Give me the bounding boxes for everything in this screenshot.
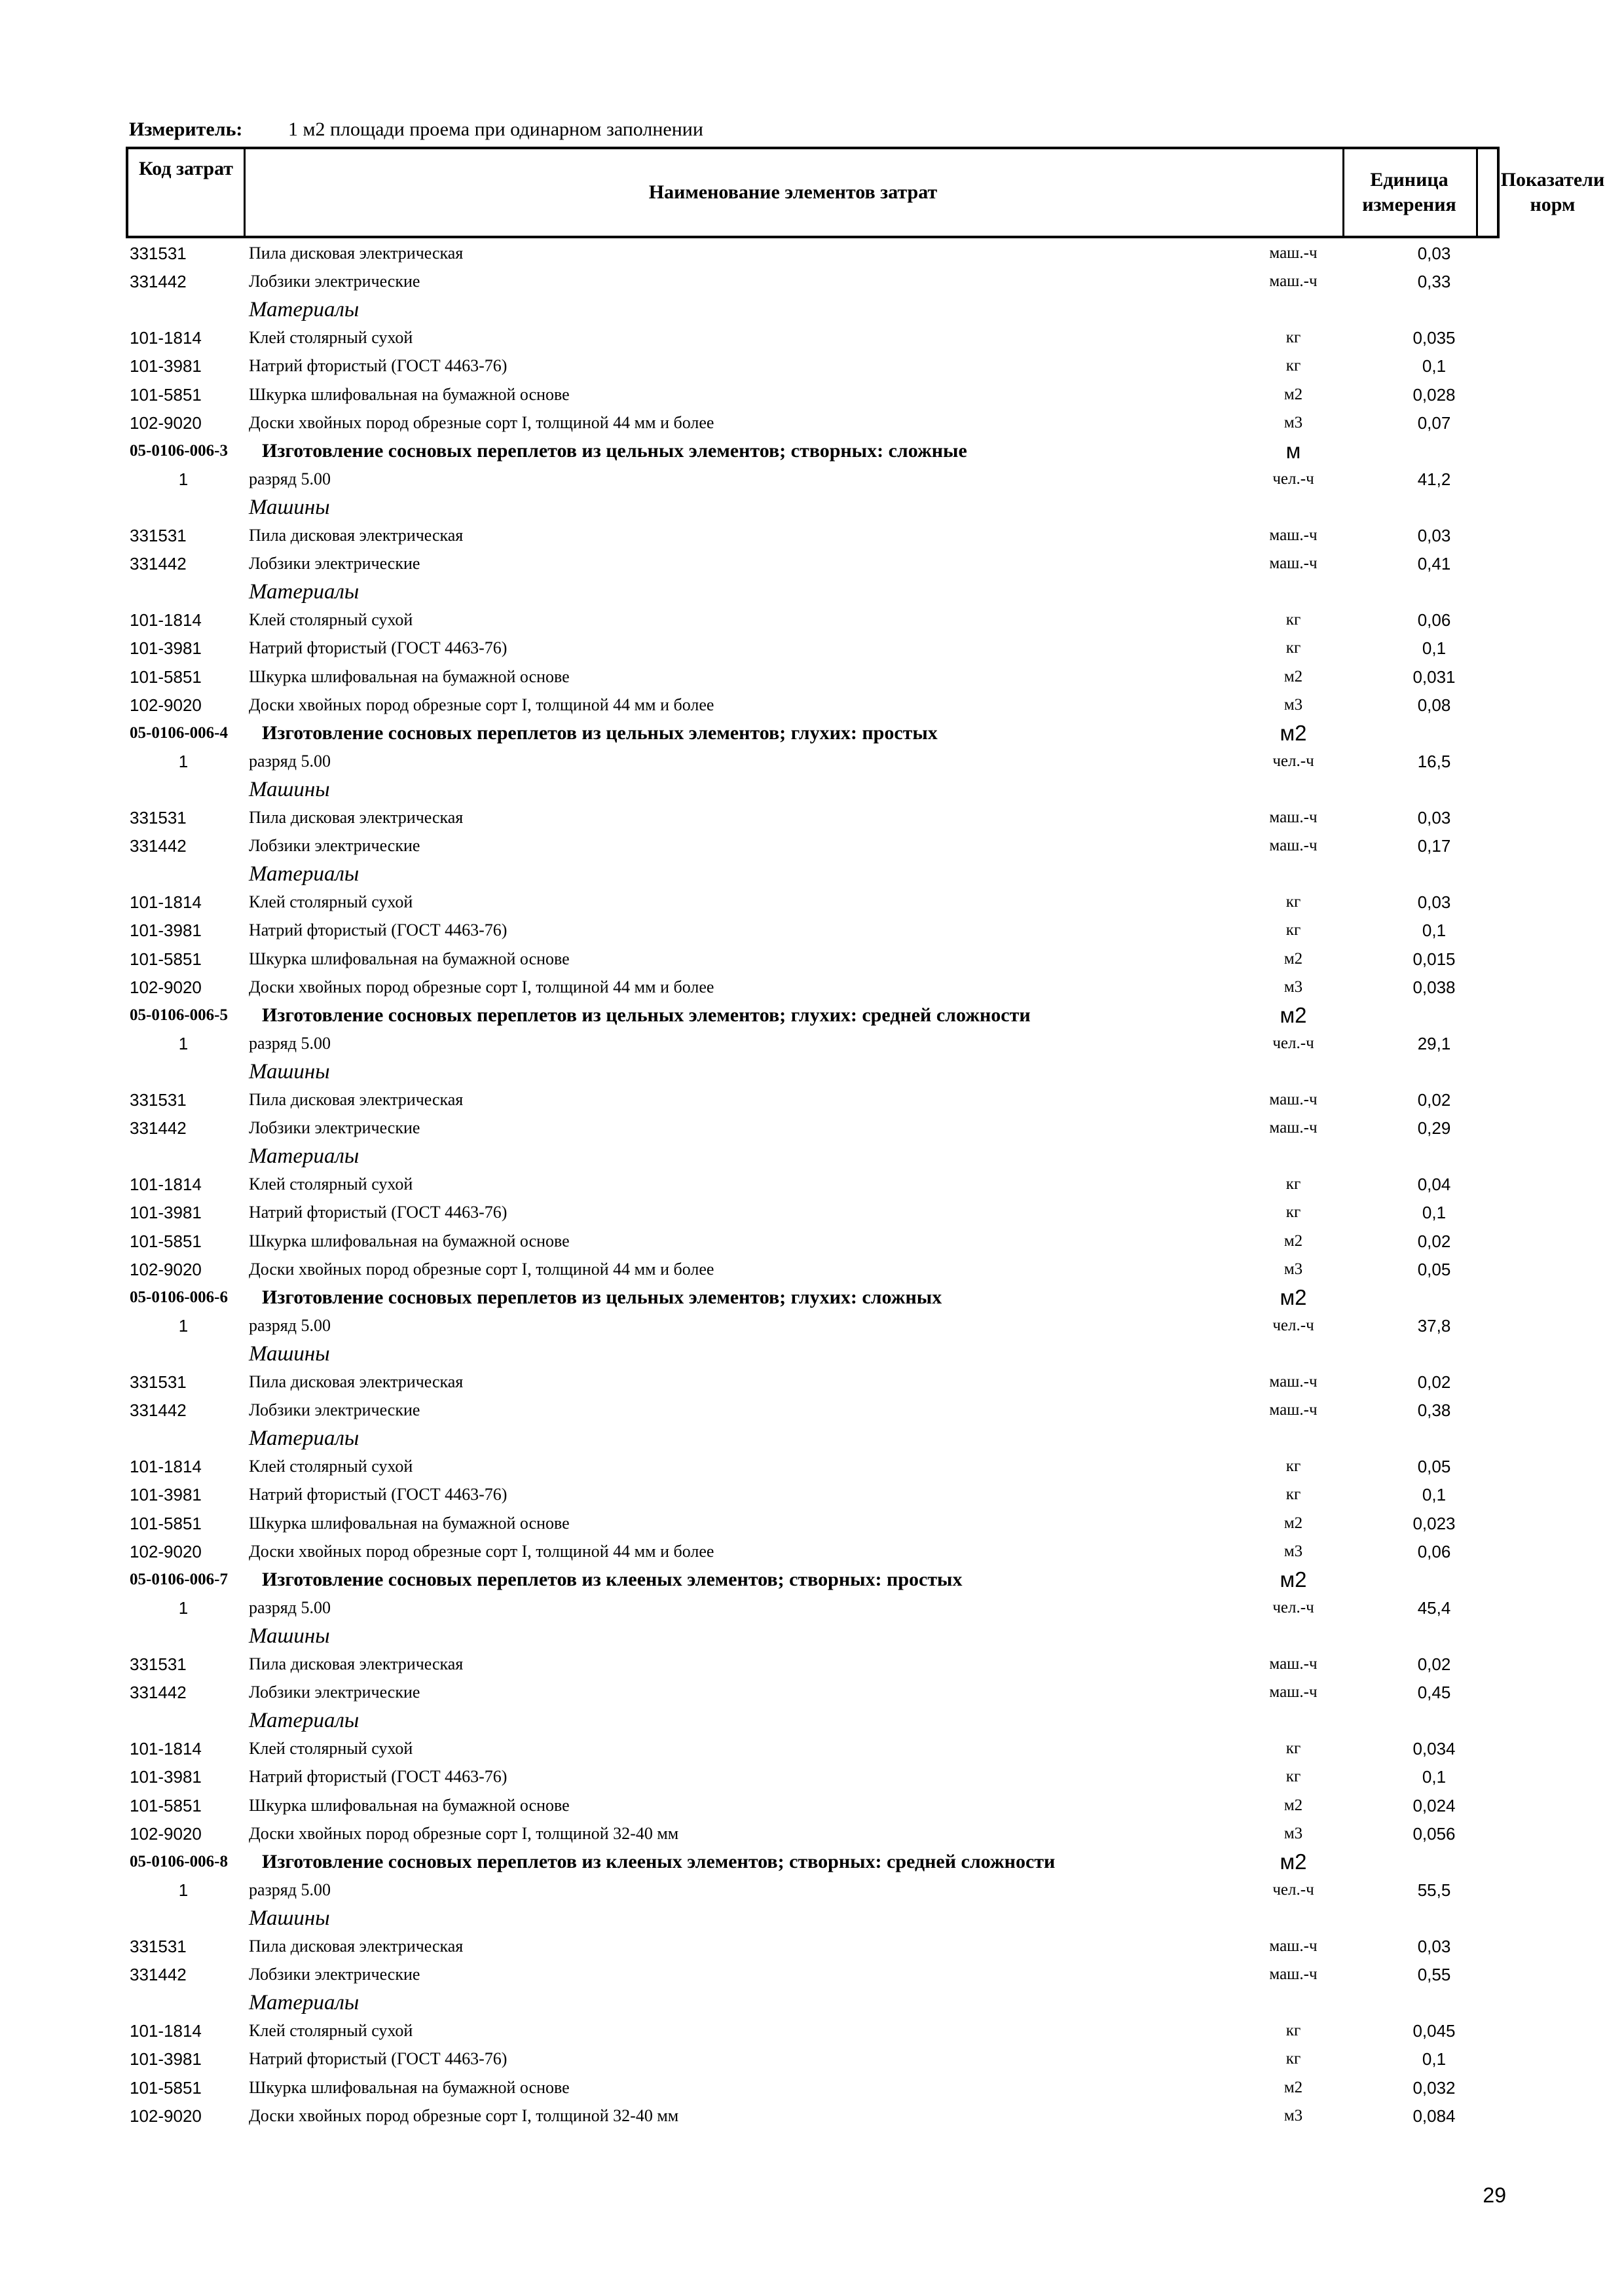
unit-cell: м2	[1283, 1232, 1303, 1250]
name-cell: Шкурка шлифовальная на бумажной основе	[249, 385, 570, 404]
group-label-row	[0, 296, 1624, 323]
name-cell: Лобзики электрические	[249, 836, 420, 855]
norm-value-cell: 0,084	[1412, 2106, 1456, 2126]
name-cell: Пила дисковая электрическая	[249, 1372, 464, 1391]
norm-value-cell: 0,035	[1412, 328, 1456, 348]
unit-cell: м2	[1280, 721, 1307, 745]
norm-value-cell: 0,55	[1417, 1965, 1451, 1984]
labor-row	[0, 1312, 1624, 1339]
name-cell: Клей столярный сухой	[249, 892, 413, 911]
table-row	[0, 1256, 1624, 1283]
code-cell: 101-5851	[130, 1514, 202, 1533]
work-title: Изготовление сосновых переплетов из клееных элементов; створных: простых	[262, 1569, 963, 1590]
code-cell: 331531	[130, 1654, 187, 1674]
table-row	[0, 1453, 1624, 1480]
name-cell: Лобзики электрические	[249, 1965, 420, 1984]
work-title: Изготовление сосновых переплетов из цельных элементов; глухих: простых	[262, 722, 938, 744]
table-row	[0, 1228, 1624, 1255]
unit-cell: маш.-ч	[1269, 1401, 1318, 1419]
norm-value-cell: 0,04	[1417, 1175, 1451, 1194]
table-row	[0, 1933, 1624, 1960]
name-cell: разряд 5.00	[249, 1880, 331, 1899]
norm-value-cell: 0,1	[1422, 920, 1447, 940]
name-cell: Доски хвойных пород обрезные сорт I, толщиной 44 мм и более	[249, 413, 714, 432]
unit-cell: м3	[1283, 1260, 1303, 1278]
unit-cell: кг	[1285, 1175, 1301, 1193]
name-cell: Шкурка шлифовальная на бумажной основе	[249, 2078, 570, 2097]
name-cell: разряд 5.00	[249, 1598, 331, 1617]
unit-cell: м2	[1280, 1285, 1307, 1309]
work-code: 05-0106-006-8	[130, 1853, 228, 1870]
name-cell: Доски хвойных пород обрезные сорт I, толщиной 44 мм и более	[249, 1542, 714, 1561]
group-label-row	[0, 578, 1624, 606]
norm-value-cell: 0,05	[1417, 1457, 1451, 1476]
table-row	[0, 804, 1624, 831]
group-label: Материалы	[249, 298, 360, 321]
unit-cell: чел.-ч	[1272, 1034, 1314, 1052]
name-cell: Натрий фтористый (ГОСТ 4463-76)	[249, 1767, 507, 1786]
name-cell: Натрий фтористый (ГОСТ 4463-76)	[249, 638, 507, 657]
code-cell: 101-1814	[130, 328, 202, 348]
name-cell: Пила дисковая электрическая	[249, 526, 464, 545]
table-row	[0, 1396, 1624, 1424]
code-cell: 1	[178, 1034, 189, 1053]
name-cell: Натрий фтористый (ГОСТ 4463-76)	[249, 1203, 507, 1222]
unit-cell: кг	[1285, 1203, 1301, 1221]
code-cell: 101-3981	[130, 1485, 202, 1504]
section-heading-row	[0, 437, 1624, 465]
code-cell: 101-5851	[130, 385, 202, 405]
code-cell: 331531	[130, 244, 187, 263]
name-cell: Лобзики электрические	[249, 1118, 420, 1137]
name-cell: Лобзики электрические	[249, 272, 420, 291]
name-cell: разряд 5.00	[249, 469, 331, 488]
name-cell: Шкурка шлифовальная на бумажной основе	[249, 1514, 570, 1533]
norm-value-cell: 0,08	[1417, 695, 1451, 715]
norm-value-cell: 0,03	[1417, 244, 1451, 263]
group-label-row	[0, 494, 1624, 521]
norm-value-cell: 0,06	[1417, 610, 1451, 630]
unit-cell: маш.-ч	[1269, 1655, 1318, 1673]
unit-cell: чел.-ч	[1272, 1599, 1314, 1616]
norm-value-cell: 0,1	[1422, 2049, 1447, 2069]
unit-cell: м3	[1283, 2107, 1303, 2124]
unit-cell: м3	[1283, 1825, 1303, 1842]
section-heading-row	[0, 1002, 1624, 1029]
name-cell: Пила дисковая электрическая	[249, 808, 464, 827]
code-cell: 101-1814	[130, 1457, 202, 1476]
name-cell: Пила дисковая электрическая	[249, 1090, 464, 1109]
norm-value-cell: 55,5	[1417, 1880, 1451, 1900]
unit-cell: м3	[1283, 696, 1303, 714]
name-cell: Натрий фтористый (ГОСТ 4463-76)	[249, 356, 507, 375]
unit-cell: м2	[1283, 1796, 1303, 1814]
name-cell: Лобзики электрические	[249, 1400, 420, 1419]
header-unit: Единица измерения	[1362, 169, 1456, 215]
code-cell: 101-1814	[130, 610, 202, 630]
code-cell: 331442	[130, 1965, 187, 1984]
group-label: Материалы	[249, 862, 360, 886]
work-title: Изготовление сосновых переплетов из цельных элементов; створных: сложные	[262, 440, 967, 462]
section-heading-row	[0, 1284, 1624, 1311]
unit-cell: кг	[1285, 1485, 1301, 1503]
name-cell: разряд 5.00	[249, 1034, 331, 1053]
table-row	[0, 2102, 1624, 2130]
code-cell: 101-5851	[130, 1231, 202, 1251]
norm-value-cell: 0,015	[1412, 949, 1456, 969]
norm-value-cell: 0,03	[1417, 808, 1451, 828]
section-heading-row	[0, 1566, 1624, 1594]
code-cell: 331442	[130, 1400, 187, 1420]
name-cell: Пила дисковая электрическая	[249, 244, 464, 263]
unit-cell: маш.-ч	[1269, 1683, 1318, 1701]
name-cell: Лобзики электрические	[249, 1683, 420, 1702]
norm-value-cell: 0,06	[1417, 1542, 1451, 1561]
table-row	[0, 1481, 1624, 1508]
code-cell: 331442	[130, 554, 187, 574]
table-row	[0, 324, 1624, 352]
unit-cell: кг	[1285, 1740, 1301, 1757]
code-cell: 102-9020	[130, 2106, 202, 2126]
code-cell: 1	[178, 1880, 189, 1900]
group-label-row	[0, 1340, 1624, 1368]
unit-cell: м3	[1283, 978, 1303, 996]
code-cell: 331531	[130, 1937, 187, 1956]
table-row	[0, 240, 1624, 267]
code-cell: 101-5851	[130, 1796, 202, 1815]
work-code: 05-0106-006-4	[130, 724, 228, 742]
work-title: Изготовление сосновых переплетов из цельных элементов; глухих: средней сложности	[262, 1004, 1031, 1026]
unit-cell: м	[1285, 439, 1301, 463]
code-cell: 331531	[130, 808, 187, 828]
unit-cell: чел.-ч	[1272, 1317, 1314, 1334]
name-cell: Доски хвойных пород обрезные сорт I, толщиной 32-40 мм	[249, 2106, 679, 2125]
code-cell: 331531	[130, 1372, 187, 1392]
group-label-row	[0, 1142, 1624, 1170]
code-cell: 1	[178, 1316, 189, 1336]
name-cell: Пила дисковая электрическая	[249, 1654, 464, 1673]
code-cell: 101-3981	[130, 356, 202, 376]
norm-value-cell: 0,02	[1417, 1231, 1451, 1251]
work-code: 05-0106-006-5	[130, 1006, 228, 1024]
norm-value-cell: 37,8	[1417, 1316, 1451, 1336]
norm-value-cell: 0,038	[1412, 977, 1456, 997]
norm-value-cell: 45,4	[1417, 1598, 1451, 1618]
table-row	[0, 1792, 1624, 1819]
unit-cell: маш.-ч	[1269, 1373, 1318, 1391]
code-cell: 102-9020	[130, 1824, 202, 1844]
table-row	[0, 522, 1624, 549]
section-heading-row	[0, 720, 1624, 747]
unit-cell: кг	[1285, 921, 1301, 939]
code-cell: 102-9020	[130, 1260, 202, 1279]
name-cell: разряд 5.00	[249, 752, 331, 771]
table-row	[0, 663, 1624, 691]
unit-cell: м2	[1280, 1567, 1307, 1592]
name-cell: Доски хвойных пород обрезные сорт I, толщиной 44 мм и более	[249, 695, 714, 714]
section-heading-row	[0, 1848, 1624, 1876]
table-row	[0, 606, 1624, 634]
norm-value-cell: 0,03	[1417, 892, 1451, 912]
name-cell: Шкурка шлифовальная на бумажной основе	[249, 667, 570, 686]
table-row	[0, 352, 1624, 380]
code-cell: 331531	[130, 1090, 187, 1110]
code-cell: 101-3981	[130, 1767, 202, 1787]
page-number: 29	[1483, 2183, 1506, 2207]
unit-cell: м2	[1280, 1003, 1307, 1027]
norm-value-cell: 16,5	[1417, 752, 1451, 771]
labor-row	[0, 1030, 1624, 1057]
code-cell: 101-5851	[130, 949, 202, 969]
table-row	[0, 381, 1624, 409]
name-cell: Натрий фтористый (ГОСТ 4463-76)	[249, 920, 507, 939]
labor-row	[0, 748, 1624, 775]
norm-value-cell: 41,2	[1417, 469, 1451, 489]
table-row	[0, 1368, 1624, 1396]
table-row	[0, 917, 1624, 944]
table-row	[0, 2017, 1624, 2045]
group-label: Материалы	[249, 1709, 360, 1732]
header-norm: Показатели норм	[1500, 169, 1605, 215]
norm-value-cell: 0,023	[1412, 1514, 1456, 1533]
unit-cell: чел.-ч	[1272, 470, 1314, 488]
unit-cell: маш.-ч	[1269, 272, 1318, 290]
norm-value-cell: 0,02	[1417, 1090, 1451, 1110]
group-label: Материалы	[249, 1144, 360, 1168]
table-row	[0, 1171, 1624, 1198]
table-row	[0, 691, 1624, 719]
norm-value-cell: 0,024	[1412, 1796, 1456, 1815]
code-cell: 102-9020	[130, 695, 202, 715]
norm-value-cell: 0,032	[1412, 2078, 1456, 2098]
norm-value-cell: 0,02	[1417, 1372, 1451, 1392]
unit-cell: чел.-ч	[1272, 1881, 1314, 1899]
norm-value-cell: 0,33	[1417, 272, 1451, 291]
code-cell: 101-3981	[130, 638, 202, 658]
name-cell: Натрий фтористый (ГОСТ 4463-76)	[249, 2049, 507, 2068]
norm-value-cell: 0,1	[1422, 1767, 1447, 1787]
labor-row	[0, 1594, 1624, 1622]
table-row	[0, 1679, 1624, 1706]
name-cell: Клей столярный сухой	[249, 1739, 413, 1758]
work-code: 05-0106-006-7	[130, 1571, 228, 1588]
group-label-row	[0, 1425, 1624, 1452]
table-row	[0, 550, 1624, 577]
code-cell: 101-1814	[130, 892, 202, 912]
name-cell: Клей столярный сухой	[249, 610, 413, 629]
work-title: Изготовление сосновых переплетов из клееных элементов; створных: средней сложности	[262, 1851, 1056, 1872]
unit-cell: м3	[1283, 1542, 1303, 1560]
group-label: Машины	[249, 496, 330, 519]
table-row	[0, 1114, 1624, 1142]
group-label: Машины	[249, 1624, 330, 1648]
code-cell: 101-3981	[130, 2049, 202, 2069]
norm-value-cell: 0,41	[1417, 554, 1451, 574]
unit-cell: маш.-ч	[1269, 1119, 1318, 1137]
unit-cell: кг	[1285, 2050, 1301, 2068]
name-cell: Пила дисковая электрическая	[249, 1937, 464, 1956]
name-cell: Клей столярный сухой	[249, 328, 413, 347]
group-label-row	[0, 1904, 1624, 1932]
unit-cell: маш.-ч	[1269, 1091, 1318, 1108]
code-cell: 101-3981	[130, 1203, 202, 1222]
name-cell: Клей столярный сухой	[249, 1457, 413, 1476]
unit-cell: м2	[1283, 950, 1303, 968]
unit-cell: маш.-ч	[1269, 1937, 1318, 1955]
norm-value-cell: 0,17	[1417, 836, 1451, 856]
code-cell: 331442	[130, 272, 187, 291]
norm-value-cell: 0,1	[1422, 638, 1447, 658]
unit-cell: м2	[1283, 386, 1303, 403]
unit-cell: м3	[1283, 414, 1303, 431]
table-row	[0, 2045, 1624, 2073]
code-cell: 101-1814	[130, 2021, 202, 2041]
norm-value-cell: 0,03	[1417, 526, 1451, 545]
group-label-row	[0, 776, 1624, 803]
table-row	[0, 2074, 1624, 2102]
meter-label: Измеритель:	[129, 118, 243, 140]
unit-cell: м2	[1283, 1514, 1303, 1532]
table-row	[0, 974, 1624, 1001]
table-row	[0, 1510, 1624, 1537]
table-row	[0, 1538, 1624, 1565]
code-cell: 101-1814	[130, 1175, 202, 1194]
table-row	[0, 1086, 1624, 1114]
group-label-row	[0, 860, 1624, 888]
name-cell: Лобзики электрические	[249, 554, 420, 573]
code-cell: 331531	[130, 526, 187, 545]
meter-value: 1 м2 площади проема при одинарном заполнении	[288, 118, 703, 140]
code-cell: 331442	[130, 1683, 187, 1702]
code-cell: 101-1814	[130, 1739, 202, 1758]
unit-cell: кг	[1285, 329, 1301, 346]
table-row	[0, 268, 1624, 295]
name-cell: разряд 5.00	[249, 1316, 331, 1335]
norm-value-cell: 0,02	[1417, 1654, 1451, 1674]
group-label-row	[0, 1707, 1624, 1734]
name-cell: Доски хвойных пород обрезные сорт I, толщиной 32-40 мм	[249, 1824, 679, 1843]
code-cell: 101-3981	[130, 920, 202, 940]
unit-cell: маш.-ч	[1269, 837, 1318, 854]
labor-row	[0, 1876, 1624, 1904]
group-label: Материалы	[249, 1991, 360, 2014]
group-label-row	[0, 1622, 1624, 1650]
name-cell: Натрий фтористый (ГОСТ 4463-76)	[249, 1485, 507, 1504]
work-code: 05-0106-006-6	[130, 1288, 228, 1306]
unit-cell: м2	[1283, 2079, 1303, 2096]
unit-cell: маш.-ч	[1269, 555, 1318, 572]
code-cell: 102-9020	[130, 413, 202, 433]
name-cell: Клей столярный сухой	[249, 1175, 413, 1194]
table-row	[0, 634, 1624, 662]
unit-cell: кг	[1285, 611, 1301, 629]
header-name: Наименование элементов затрат	[648, 181, 938, 203]
unit-cell: чел.-ч	[1272, 752, 1314, 770]
norm-value-cell: 0,045	[1412, 2021, 1456, 2041]
unit-cell: маш.-ч	[1269, 526, 1318, 544]
norm-value-cell: 0,38	[1417, 1400, 1451, 1420]
table-row	[0, 1961, 1624, 1988]
table-row	[0, 888, 1624, 916]
name-cell: Шкурка шлифовальная на бумажной основе	[249, 1231, 570, 1250]
norm-value-cell: 0,45	[1417, 1683, 1451, 1702]
unit-cell: маш.-ч	[1269, 1965, 1318, 1983]
unit-cell: м2	[1280, 1850, 1307, 1874]
unit-cell: кг	[1285, 2022, 1301, 2039]
code-cell: 1	[178, 1598, 189, 1618]
code-cell: 331442	[130, 1118, 187, 1138]
group-label: Машины	[249, 1060, 330, 1084]
table-row	[0, 1650, 1624, 1678]
name-cell: Доски хвойных пород обрезные сорт I, толщиной 44 мм и более	[249, 1260, 714, 1279]
norm-value-cell: 29,1	[1417, 1034, 1451, 1053]
norm-value-cell: 0,1	[1422, 1203, 1447, 1222]
norm-value-cell: 0,29	[1417, 1118, 1451, 1138]
code-cell: 101-5851	[130, 667, 202, 687]
norm-value-cell: 0,05	[1417, 1260, 1451, 1279]
table-row	[0, 945, 1624, 973]
labor-row	[0, 465, 1624, 493]
table-row	[0, 1735, 1624, 1762]
name-cell: Шкурка шлифовальная на бумажной основе	[249, 949, 570, 968]
unit-cell: кг	[1285, 1768, 1301, 1785]
name-cell: Шкурка шлифовальная на бумажной основе	[249, 1796, 570, 1815]
unit-cell: кг	[1285, 357, 1301, 374]
work-title: Изготовление сосновых переплетов из цельных элементов; глухих: сложных	[262, 1286, 942, 1308]
norm-value-cell: 0,1	[1422, 1485, 1447, 1504]
group-label: Машины	[249, 1342, 330, 1366]
name-cell: Клей столярный сухой	[249, 2021, 413, 2040]
unit-cell: кг	[1285, 893, 1301, 911]
code-cell: 102-9020	[130, 1542, 202, 1561]
code-cell: 331442	[130, 836, 187, 856]
table-row	[0, 1763, 1624, 1791]
unit-cell: маш.-ч	[1269, 809, 1318, 826]
header-code: Код затрат	[138, 158, 234, 179]
code-cell: 101-5851	[130, 2078, 202, 2098]
group-label-row	[0, 1058, 1624, 1085]
unit-cell: кг	[1285, 1457, 1301, 1475]
name-cell: Доски хвойных пород обрезные сорт I, толщиной 44 мм и более	[249, 977, 714, 996]
unit-cell: маш.-ч	[1269, 244, 1318, 262]
norm-value-cell: 0,07	[1417, 413, 1451, 433]
group-label: Материалы	[249, 580, 360, 604]
table-row	[0, 1199, 1624, 1226]
group-label: Машины	[249, 778, 330, 801]
norm-value-cell: 0,031	[1412, 667, 1456, 687]
norm-value-cell: 0,034	[1412, 1739, 1456, 1758]
group-label-row	[0, 1989, 1624, 2016]
table-row	[0, 832, 1624, 860]
group-label: Материалы	[249, 1427, 360, 1450]
group-label: Машины	[249, 1906, 330, 1930]
norm-value-cell: 0,056	[1412, 1824, 1456, 1844]
unit-cell: м2	[1283, 668, 1303, 685]
norm-value-cell: 0,1	[1422, 356, 1447, 376]
norm-value-cell: 0,03	[1417, 1937, 1451, 1956]
work-code: 05-0106-006-3	[130, 442, 228, 460]
code-cell: 1	[178, 752, 189, 771]
table-row	[0, 1820, 1624, 1848]
norm-value-cell: 0,028	[1412, 385, 1456, 405]
table-row	[0, 409, 1624, 437]
code-cell: 102-9020	[130, 977, 202, 997]
code-cell: 1	[178, 469, 189, 489]
unit-cell: кг	[1285, 639, 1301, 657]
